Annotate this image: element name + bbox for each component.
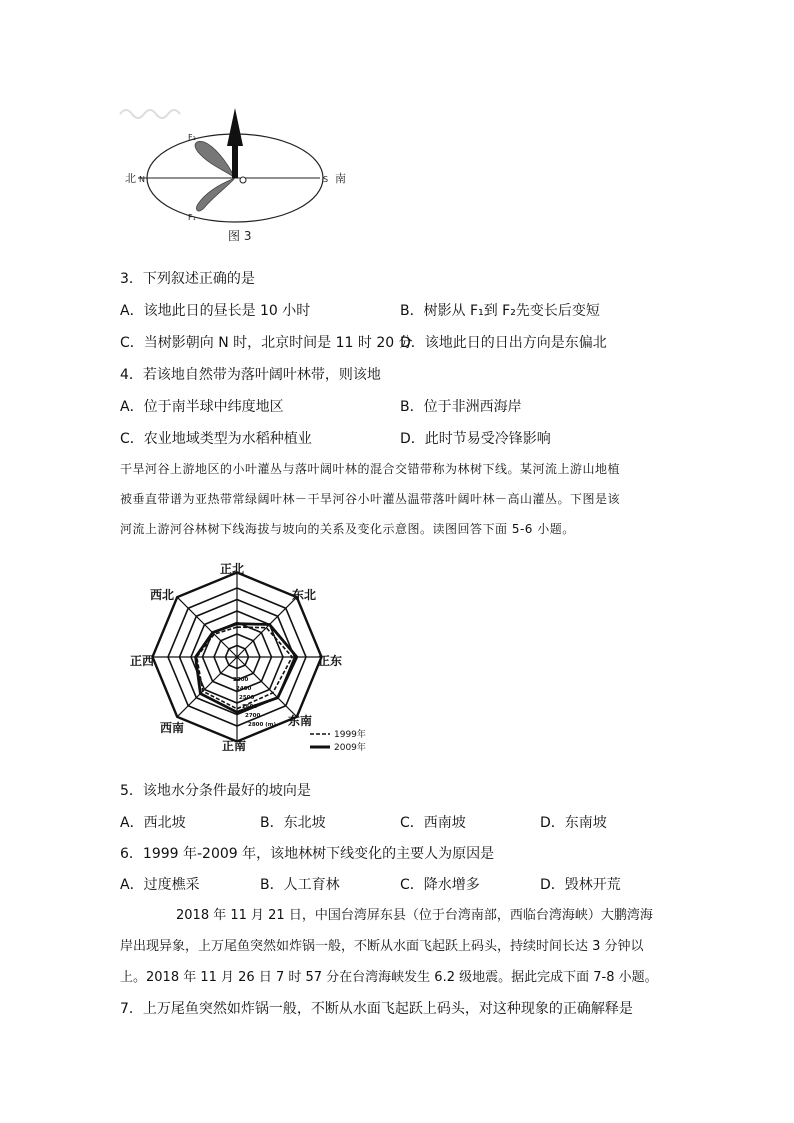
q6-option-c[interactable]: C．降水增多 xyxy=(400,877,480,893)
dir-label-northeast: 东北 xyxy=(292,588,317,602)
tick-label-2400: 2400 xyxy=(236,686,252,692)
q4-stem: 4．若该地自然带为落叶阔叶林带，则该地 xyxy=(120,367,381,383)
observer-point xyxy=(240,177,246,183)
tick-label-2300: 2300 xyxy=(233,677,249,683)
tick-label-2600: 2600 xyxy=(242,704,258,710)
fig3-label-s: S xyxy=(323,175,329,184)
legend-2009-label: 2009年 xyxy=(334,743,366,753)
fig3-label-f2: F₂ xyxy=(188,133,196,142)
passage2-line2: 岸出现异象，上万尾鱼突然如炸锅一般，不断从水面飞起跃上码头，持续时间长达 3 分钟以 xyxy=(120,939,644,954)
fig3-label-f1: F₁ xyxy=(188,213,196,222)
q3-stem: 3．下列叙述正确的是 xyxy=(120,271,255,287)
figure-3 xyxy=(110,100,360,250)
legend-1999-label: 1999年 xyxy=(334,730,366,740)
q5-option-c[interactable]: C．西南坡 xyxy=(400,815,466,831)
dir-label-southwest: 西南 xyxy=(160,721,185,735)
dir-label-south: 正南 xyxy=(222,739,247,753)
q3-option-a[interactable]: A．该地此日的昼长是 10 小时 xyxy=(120,303,311,319)
q5-stem: 5．该地水分条件最好的坡向是 xyxy=(120,783,311,799)
passage1-line1: 干旱河谷上游地区的小叶灌丛与落叶阔叶林的混合交错带称为林树下线。某河流上游山地植 xyxy=(120,462,621,476)
tree-crown xyxy=(227,108,243,146)
tree-line-radar-diagram xyxy=(130,555,380,760)
q5-option-a[interactable]: A．西北坡 xyxy=(120,815,186,831)
q6-option-b[interactable]: B．人工育林 xyxy=(260,877,340,893)
tree-shadow-f1 xyxy=(196,178,235,211)
q4-option-d[interactable]: D．此时节易受冷锋影响 xyxy=(400,431,551,447)
q3-option-d[interactable]: D．该地此日的日出方向是东偏北 xyxy=(400,335,607,351)
passage2-line1: 2018 年 11 月 21 日，中国台湾屏东县（位于台湾南部，西临台湾海峡）大鹏湾海 xyxy=(176,908,653,923)
passage2-line3: 上。2018 年 11 月 26 日 7 时 57 分在台湾海峡发生 6.2 级地震。据此完成下面 7-8 小题。 xyxy=(120,970,658,985)
dir-label-north: 正北 xyxy=(220,562,245,576)
q3-option-b[interactable]: B．树影从 F₁到 F₂先变长后变短 xyxy=(400,303,600,319)
fig3-label-north: 北 xyxy=(125,172,136,185)
dir-label-southeast: 东南 xyxy=(288,714,313,728)
fig3-label-n: N xyxy=(139,175,145,184)
watermark-scribble xyxy=(120,110,180,118)
q5-option-d[interactable]: D．东南坡 xyxy=(540,815,607,831)
q6-option-d[interactable]: D．毁林开荒 xyxy=(540,877,621,893)
passage1-line3: 河流上游河谷林树下线海拔与坡向的关系及变化示意图。读图回答下面 5-6 小题。 xyxy=(120,522,575,536)
tick-label-2800: 2800 (m) xyxy=(248,722,276,728)
q7-stem: 7．上万尾鱼突然如炸锅一般，不断从水面飞起跃上码头，对这种现象的正确解释是 xyxy=(120,1001,633,1017)
dir-label-northwest: 西北 xyxy=(150,588,175,602)
tick-label-2700: 2700 xyxy=(245,713,261,719)
fig3-caption: 图 3 xyxy=(228,229,252,243)
passage1-line2: 被垂直带谱为亚热带常绿阔叶林－干旱河谷小叶灌丛温带落叶阔叶林－高山灌丛。下图是该 xyxy=(120,492,621,506)
dir-label-east: 正东 xyxy=(318,654,343,668)
q4-option-b[interactable]: B．位于非洲西海岸 xyxy=(400,399,522,415)
dir-label-west: 正西 xyxy=(130,654,155,668)
tree-shadow-f2 xyxy=(195,141,235,178)
tick-label-2500: 2500 xyxy=(239,695,255,701)
fig3-label-south: 南 xyxy=(335,172,346,185)
q6-option-a[interactable]: A．过度樵采 xyxy=(120,877,200,893)
q4-option-c[interactable]: C．农业地域类型为水稻种植业 xyxy=(120,431,312,447)
q3-option-c[interactable]: C．当树影朝向 N 时，北京时间是 11 时 20 分 xyxy=(120,335,413,351)
q6-stem: 6．1999 年-2009 年，该地林树下线变化的主要人为原因是 xyxy=(120,846,495,862)
q5-option-b[interactable]: B．东北坡 xyxy=(260,815,326,831)
q4-option-a[interactable]: A．位于南半球中纬度地区 xyxy=(120,399,284,415)
